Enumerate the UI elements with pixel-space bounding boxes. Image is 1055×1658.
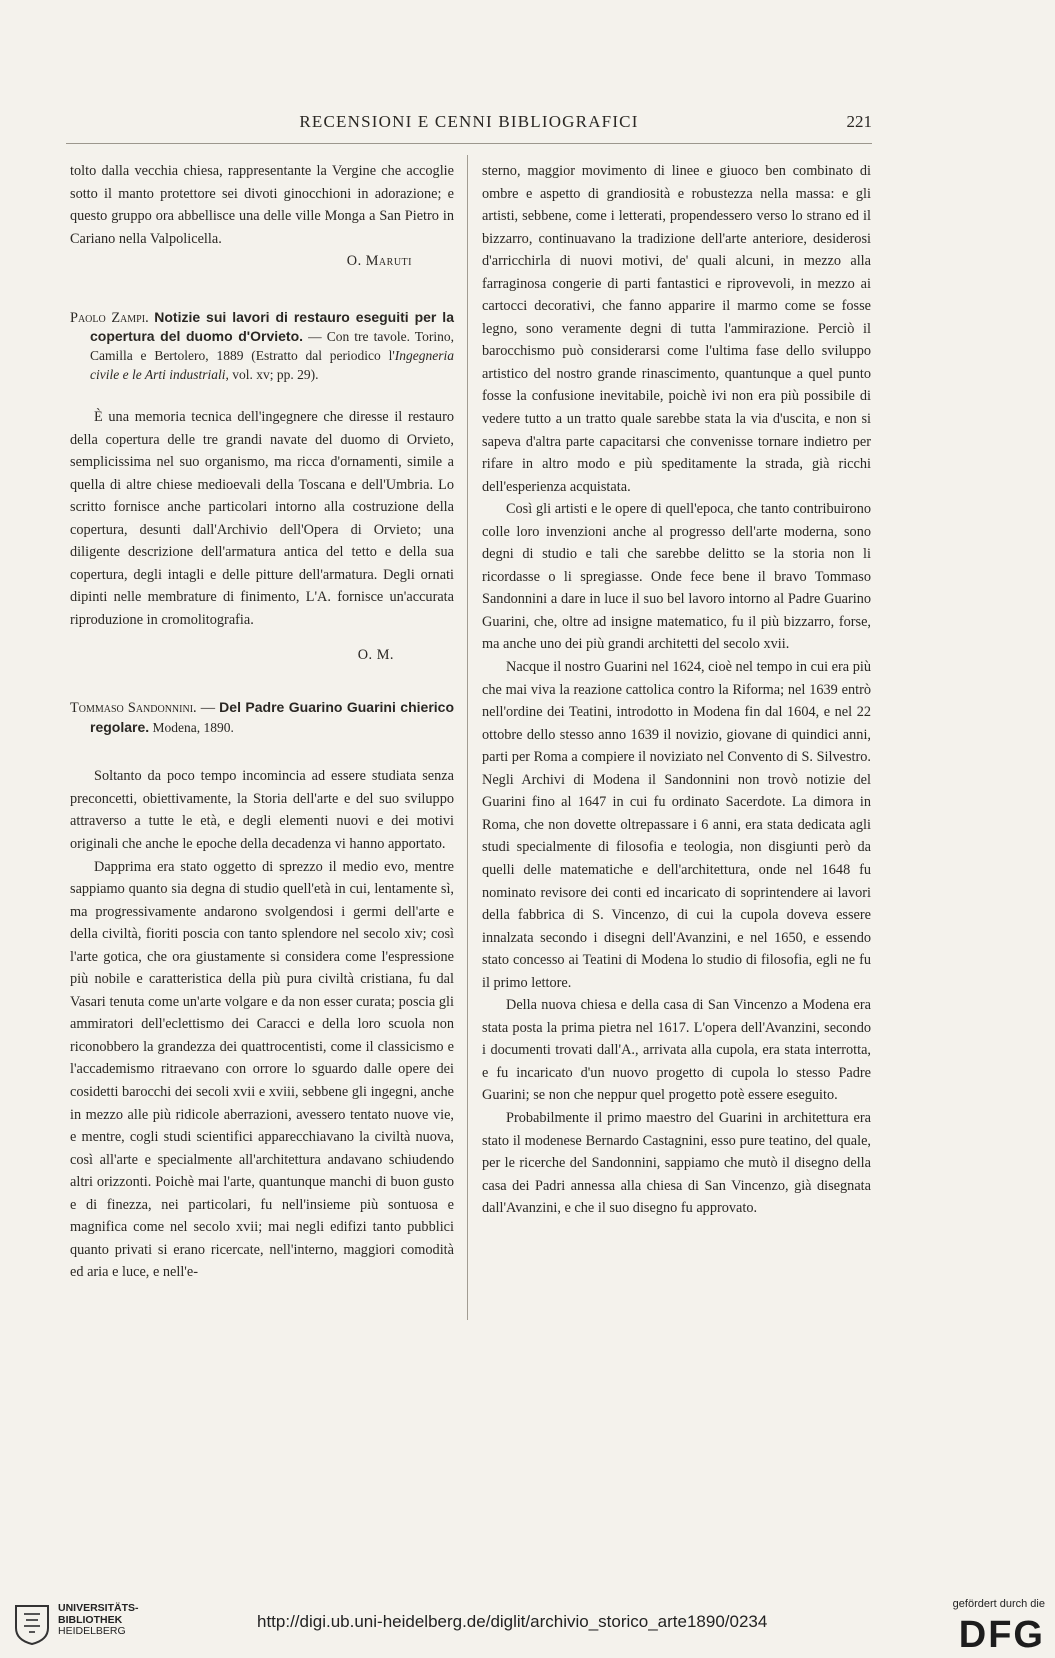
footer <box>0 1598 1055 1658</box>
header-rule <box>66 143 872 144</box>
paragraph: tolto dalla vecchia chiesa, rappresentante la Vergine che accoglie sotto il manto protettore sei divoti ginocchioni in adorazione; e questo gruppo ora abbellisce una delle ville Monga a San Pietro in Cariano nella Valpolicella. <box>70 163 454 247</box>
entry-author: Paolo Zampi. <box>70 309 149 326</box>
institution-line: BIBLIOTHEK <box>58 1613 123 1626</box>
paragraph: Nacque il nostro Guarini nel 1624, cioè nel tempo in cui era più che mai viva la reazione cattolica contro la Riforma; nel 1639 entrò nell'ordine dei Teatini, introdotto in Modena fin dal 1604, e nel 22 ottobre dello stesso anno 1639 il novizio, giovane di quindici anni, parti per Roma a compiere il noviziato nel Convento di S. Silvestro. Negli Archivi di Modena il Sandonnini non trovò notizie del Guarini fino al 1647 in cui fu ordinato Sacerdote. La dimora in Roma, che non dovette oltrepassare i 6 anni, era stata dedicata agli studi specialmente di filosofia e teologia, non disgiunti però da quelli delle matematiche e dell'architettura, onde nel 1648 fu nominato revisore dei conti ed incaricato di soprintendere ai lavori della fabbrica di S. Vincenzo, di cui la cupola doveva essere innalzata secondo i disegni dell'Avanzini, e nel 1650, e essendo stato concesso ai Teatini di Modena lo studio di filosofia, egli ne fu il primo lettore. <box>482 659 871 991</box>
entry-meta: Modena, 1890. <box>149 719 234 735</box>
dfg-logo: DFG <box>958 1614 1045 1656</box>
entry-meta: — Con tre tavole. Torino, Camilla e Bertolero, 1889 (Estratto dal periodico l' <box>90 329 454 363</box>
page-header <box>66 112 872 142</box>
entry-title: Notizie sui lavori di restauro eseguiti per la copertura del duomo d'Orvieto. <box>90 308 454 345</box>
university-seal-icon <box>12 1602 52 1646</box>
signature: O. Maruti <box>346 253 412 270</box>
entry-meta-end: , vol. xv; pp. 29). <box>225 366 319 382</box>
funding-note: gefördert durch die <box>952 1598 1045 1610</box>
institution-name <box>58 1603 139 1638</box>
paragraph: Soltanto da poco tempo incomincia ad essere studiata senza preconcetti, obiettivamente, la Storia dell'arte e del suo sviluppo attraverso a tutte le età, e degli elementi nuovi e dei motivi originali che anche le epoche della decadenza vi hanno apportato. <box>70 768 454 852</box>
entry-author: Tommaso Sandonnini. <box>70 700 197 717</box>
page-number: 221 <box>846 112 872 131</box>
paragraph: È una memoria tecnica dell'ingegnere che diresse il restauro della copertura delle tre grandi navate del duomo di Orvieto, semplicissima nel suo organismo, ma ricca d'ornamenti, simile a quella di altre chiese medioevali della Toscana e dell'Umbria. Lo scritto fornisce anche particolari intorno alla costruzione della copertura, desunti dall'Archivio dell'Opera di Orvieto; una diligente descrizione dell'armatura antica del tetto e della sua copertura, degli intagli e delle pitture dell'armatura. Degli ornati dipinti nelle membrature di finimento, L'A. fornisce un'accurata riproduzione in cromolitografia. <box>70 409 454 629</box>
column-divider <box>467 155 468 1320</box>
paragraph: Dapprima era stato oggetto di sprezzo il medio evo, mentre sappiamo quanto sia degna di studio quell'età in cui, lentamente sì, ma progressivamente andarono svolgendosi i germi dell'arte e della civiltà, fioriti poscia con tanto splendore nel secolo xiv; così l'arte gotica, che ora giustamente si considera come l'espressione più nobile e caratteristica della più pura civiltà cristiana, fu dal Vasari tenuta come un'arte volgare e da non esser curata; poscia gli ammiratori dell'eclettismo dei Caracci e della loro scuola non riconobbero la grandezza dei quattrocentisti, come il classicismo e l'accademismo ritraevano con orrore lo sguardo dalle opere dei cosidetti barocchi dei secoli xvii e xviii, sebbene gli ingegni, anche in mezzo alle più ridicole aberrazioni, avessero tentato nuove vie, e mentre, cogli studi scientifici apparecchiavano la civiltà nuova, così all'arte e specialmente all'architettura andavano schiudendo altri orizzonti. Poichè mai l'arte, quantunque manchi di buon gusto e di finezza, nei particolari, fu nell'insieme più sontuosa e magnifica come nel secolo xvii; mai negli edifizi tanto pubblici quanto privati si erano ricercate, nell'interno, maggiori comodità ed aria e luce, e nell'e- <box>70 858 454 1281</box>
source-url[interactable]: http://digi.ub.uni-heidelberg.de/diglit/archivio_storico_arte1890/0234 <box>257 1612 768 1631</box>
signature: O. M. <box>357 646 394 663</box>
entry-meta-periodical: Ingegneria civile e le Arti industriali <box>90 347 454 382</box>
paragraph: sterno, maggior movimento di linee e giuoco ben combinato di ombre e aspetto di grandiosità e robustezza nella massa: e gli artisti, sebbene, come i letterati, propendessero verso lo strano ed il bizzarro, continuavano la tradizione dell'arte anteriore, desiderosi d'arricchirla di nuovi motivi, de' quali alcuni, in mezzo alla farraginosa congerie di parti fantastici e riprovevoli, in mezzo ai cartocci decorativi, che fanno apparire il marmo come se fosse legno, sono veramente degni di tutta l'ammirazione. Perciò il barocchismo può considerarsi come l'ultima fase dello sviluppo artistico del nostro grande rinascimento, quantunque a quel punto fosse la confusione inevitabile, poichè ivi non era più possibile di vedere tutto a un tratto quale sarebbe stata la via d'uscita, e non si sapeva d'altra parte capacitarsi che convenisse tornare indietro per rifare in altro modo e più speditamente la strada, già ricchi dell'esperienza acquistata. <box>482 163 871 495</box>
bibliographic-entry: Tommaso Sandonnini. — Del Padre Guarino Guarini chierico regolare. Modena, 1890. <box>70 699 454 735</box>
institution-line: HEIDELBERG <box>58 1625 126 1637</box>
left-column <box>70 160 454 1284</box>
entry-title: Del Padre Guarino Guarini chierico regolare. <box>90 699 454 735</box>
paragraph: Probabilmente il primo maestro del Guarini in architettura era stato il modenese Bernardo Castagnini, esso pure teatino, del quale, per le ricerche del Sandonnini, sappiamo che mutò il disegno della casa dei Padri annessa alla chiesa di San Vincenzo, già disegnata dall'Avanzini, e che il suo disegno fu approvato. <box>482 1109 871 1217</box>
running-title: RECENSIONI E CENNI BIBLIOGRAFICI <box>299 112 639 131</box>
paragraph: Della nuova chiesa e della casa di San Vincenzo a Modena era stata posta la prima pietra nel 1617. L'opera dell'Avanzini, secondo i documenti trovati dall'A., arrivata alla cupola, era stata interrotta, e fu incaricato d'un nuovo progetto di cupola lo stesso Padre Guarini; se non che neppur quel progetto potè essere eseguito. <box>482 997 871 1104</box>
paragraph: Così gli artisti e le opere di quell'epoca, che tanto contribuirono colle loro invenzioni anche al progresso dell'arte moderna, sono degni di studio e tali che sarebbe delitto se la storia non li ricordasse o li spregiasse. Onde fece bene il bravo Tommaso Sandonnini a dare in luce il suo bel lavoro intorno al Padre Guarino Guarini, che, oltre ad insigne matematico, fu il più bizzarro, forse, ma anche uno dei più grandi architetti del secolo xvii. <box>482 501 871 653</box>
institution-line: UNIVERSITÄTS- <box>58 1602 139 1614</box>
bibliographic-entry <box>70 308 454 384</box>
right-column <box>482 160 871 1220</box>
